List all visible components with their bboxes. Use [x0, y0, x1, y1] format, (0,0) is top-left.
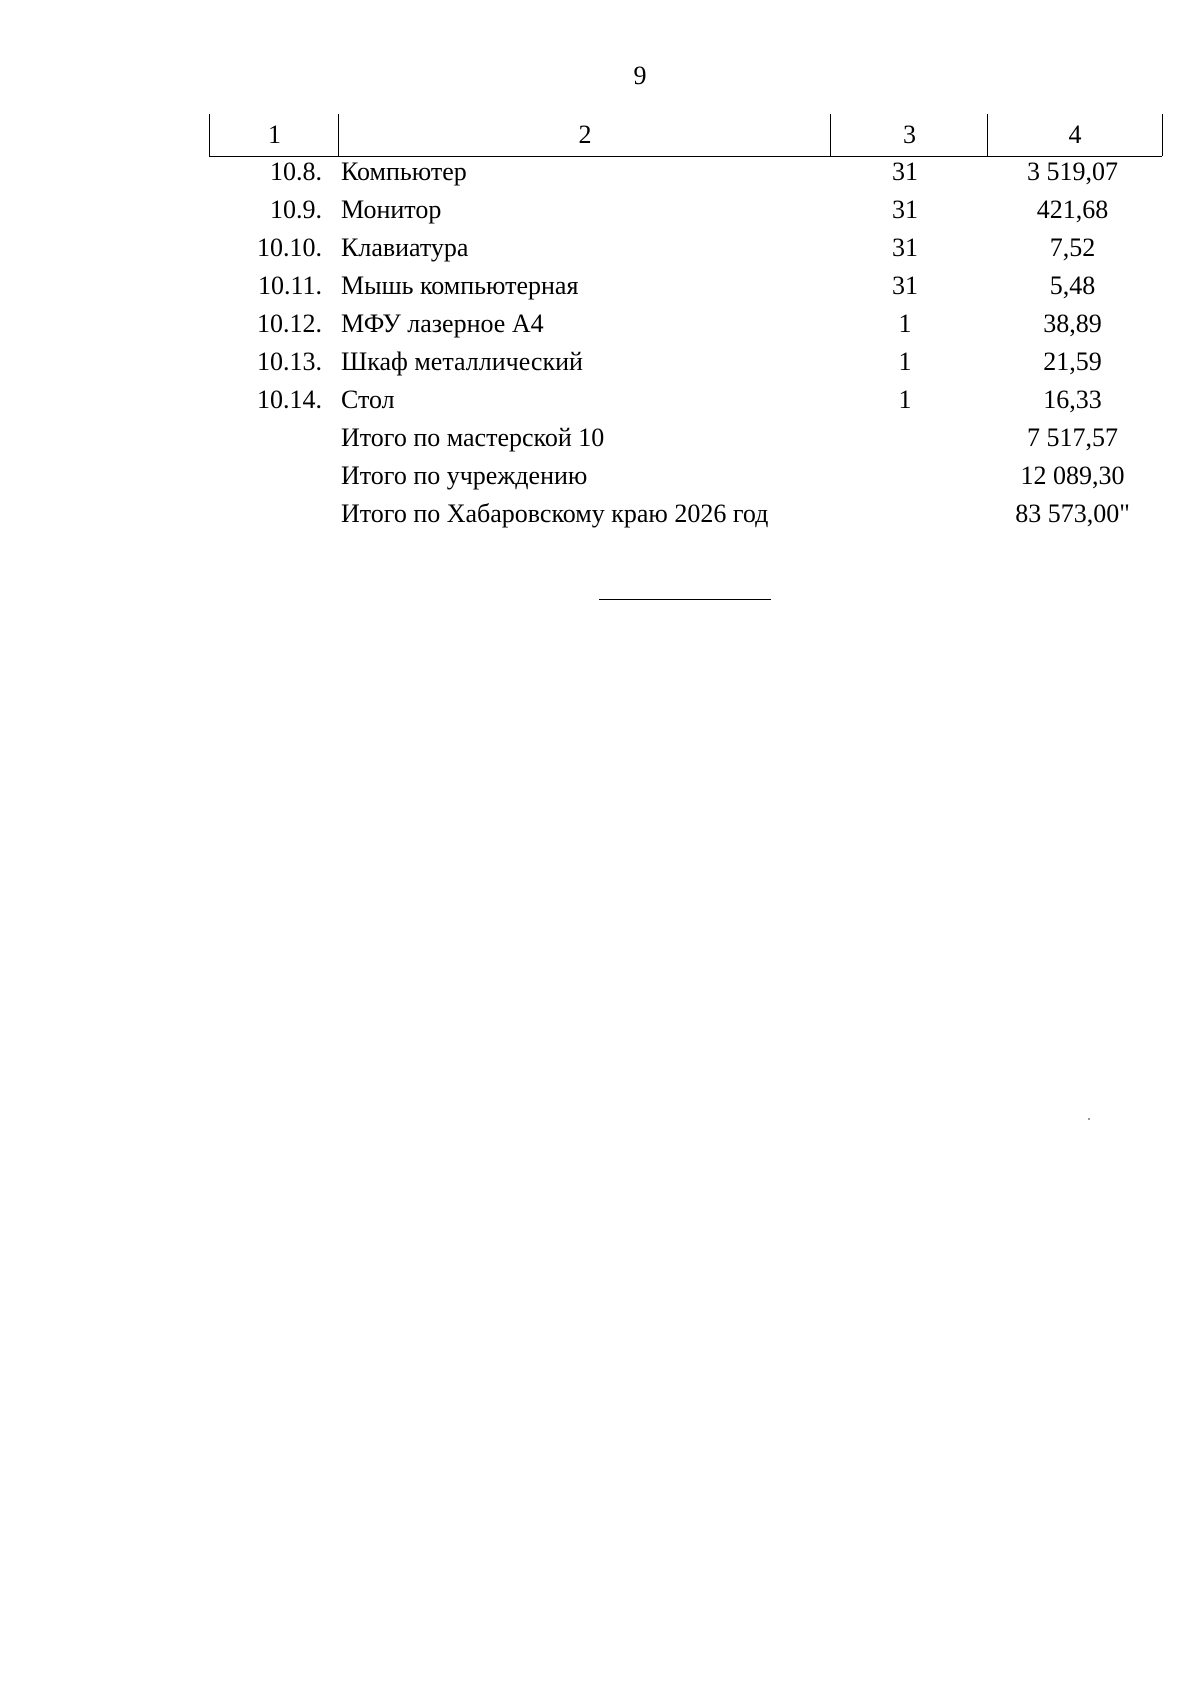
table-row — [0, 191, 1200, 229]
row-value: 5,48 — [1049, 271, 1096, 300]
row-quantity: 31 — [892, 195, 918, 224]
table-row — [0, 153, 1200, 191]
row-quantity: 1 — [898, 385, 912, 414]
total-value: 7 517,57 — [1027, 423, 1118, 452]
end-of-document-rule — [599, 599, 771, 600]
row-quantity: 31 — [892, 233, 918, 262]
row-name: Мышь компьютерная — [341, 271, 579, 300]
row-name: Монитор — [341, 195, 442, 224]
row-number: 10.13. — [257, 347, 322, 376]
table-row — [0, 305, 1200, 343]
row-number: 10.11. — [257, 271, 322, 300]
row-quantity: 31 — [892, 271, 918, 300]
header-label-1: 1 — [268, 120, 281, 149]
row-value: 21,59 — [1043, 347, 1102, 376]
header-cell-1 — [209, 114, 339, 156]
table-row — [0, 381, 1200, 419]
total-value: 12 089,30 — [1020, 461, 1125, 490]
row-value: 3 519,07 — [1027, 157, 1118, 186]
table-row — [0, 267, 1200, 305]
header-cell-4 — [987, 114, 1163, 156]
row-number: 10.12. — [257, 309, 322, 338]
total-label: Итого по мастерской 10 — [341, 423, 605, 452]
row-number: 10.14. — [257, 385, 322, 414]
row-name: Шкаф металлический — [341, 347, 583, 376]
row-number: 10.10. — [257, 233, 322, 262]
row-name: Компьютер — [341, 157, 467, 186]
row-value: 7,52 — [1049, 233, 1096, 262]
row-name: МФУ лазерное А4 — [341, 309, 544, 338]
table-row — [0, 343, 1200, 381]
page-number: 9 — [633, 61, 647, 90]
row-quantity: 1 — [898, 347, 912, 376]
total-row — [0, 457, 1200, 495]
row-number: 10.8. — [270, 157, 322, 186]
row-value: 421,68 — [1036, 195, 1109, 224]
row-name: Клавиатура — [341, 233, 469, 262]
row-name: Стол — [341, 385, 395, 414]
total-label: Итого по учреждению — [341, 461, 588, 490]
row-quantity: 31 — [892, 157, 918, 186]
total-label: Итого по Хабаровскому краю 2026 год — [341, 499, 769, 528]
row-number: 10.9. — [270, 195, 322, 224]
header-label-4: 4 — [1068, 120, 1082, 149]
total-row — [0, 495, 1200, 533]
total-row — [0, 419, 1200, 457]
header-label-2: 2 — [578, 120, 592, 149]
total-value: 83 573,00" — [1015, 499, 1130, 528]
header-cell-3 — [830, 114, 988, 156]
row-value: 38,89 — [1043, 309, 1102, 338]
header-cell-2 — [338, 114, 831, 156]
scan-speck — [1088, 1118, 1090, 1120]
header-label-3: 3 — [903, 120, 916, 149]
table-row — [0, 229, 1200, 267]
row-value: 16,33 — [1043, 385, 1102, 414]
row-quantity: 1 — [898, 309, 912, 338]
